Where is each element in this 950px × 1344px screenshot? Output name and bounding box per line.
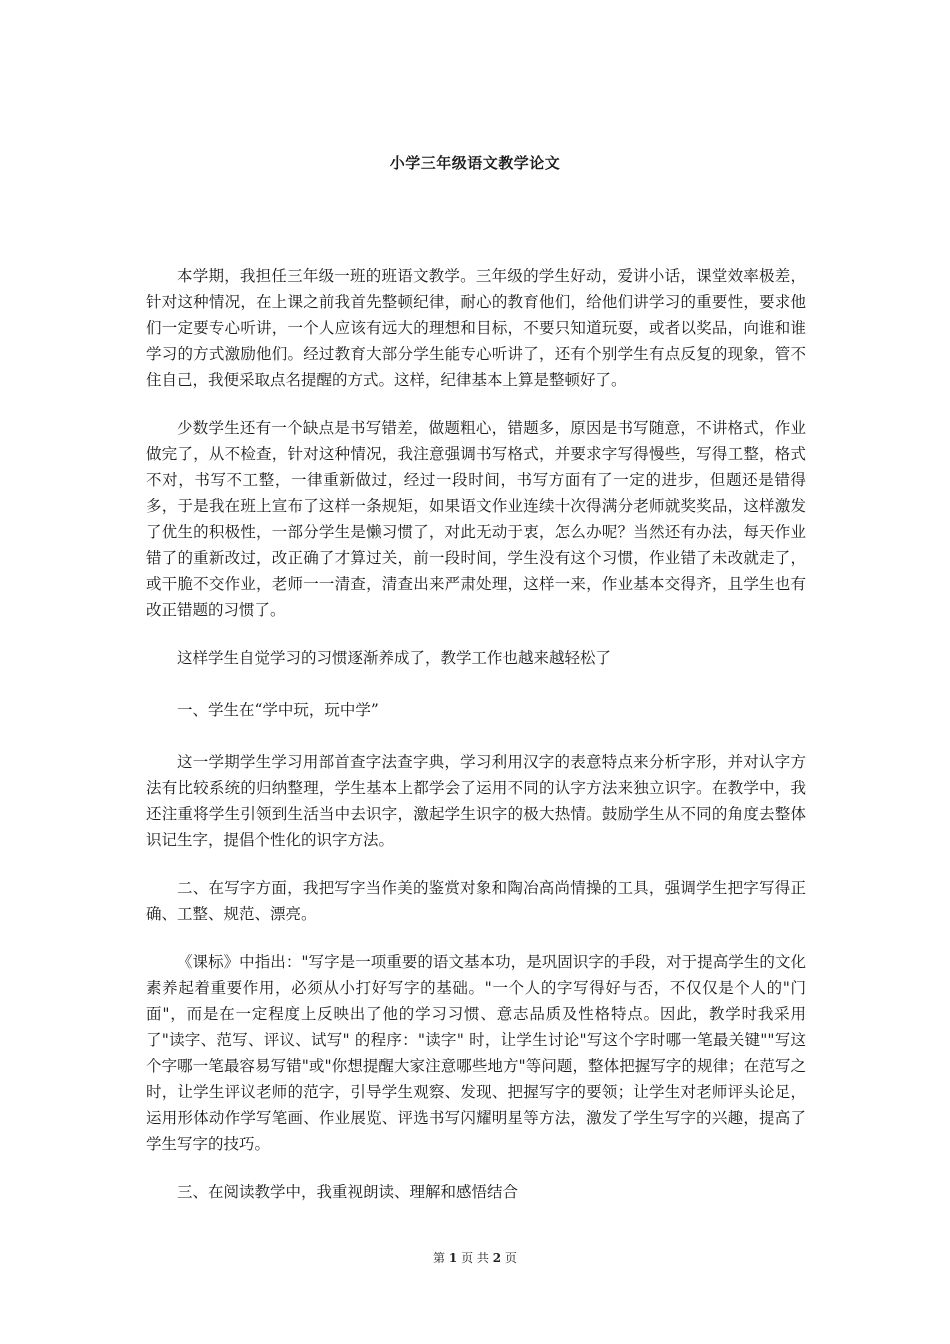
footer-suffix: 页 [504, 1251, 517, 1265]
paragraph-habits: 这样学生自觉学习的习惯逐渐养成了，教学工作也越来越轻松了 [177, 649, 612, 667]
paragraph-homework: 少数学生还有一个缺点是书写错差，做题粗心，错题多，原因是书写随意，不讲格式，作业做完了，从不检查，针对这种情况，我注意强调书写格式，并要求字写得慢些，写得工整，格式不对，书写不工整，一律重新做过，经过一段时间，书写方面有了一定的进步，但题还是错得多，于是我在班上宣布了这样一条规矩，如果语文作业连续十次得满分老师就奖奖品，这样激发了优生的积极性，一部分学生是懒习惯了，对此无动于衷，怎么办呢？当然还有办法，每天作业错了的重新改过，改正确了才算过关，前一段时间，学生没有这个习惯，作业错了未改就走了，或干脆不交作业，老师一一清查，清查出来严肃处理，这样一来，作业基本交得齐，且学生也有改正错题的习惯了。 [146, 419, 806, 619]
footer-prefix: 第 [433, 1251, 446, 1265]
heading-section-one: 一、学生在“学中玩，玩中学” [177, 701, 379, 719]
footer-total-pages: 2 [492, 1251, 502, 1265]
paragraph-curriculum-standard: 《课标》中指出："写字是一项重要的语文基本功，是巩固识字的手段，对于提高学生的文化素养起着重要作用，必须从小打好写字的基础。"一个人的字写得好与否，不仅仅是个人的"门面"，而是在一定程度上反映出了他的学习习惯、意志品质及性格特点。因此，教学时我采用了"读字、范写、评议、试写" 的程序："读字" 时，让学生讨论"写这个字时哪一笔最关键""写这个字哪一笔最容易写错"或"你想提醒大家注意哪些地方"等问题，整体把握写字的规律；在范写之时，让学生评议老师的范字，引导学生观察、发现、把握写字的要领；让学生对老师评头论足，运用形体动作学写笔画、作业展览、评选书写闪耀明星等方法，激发了学生写字的兴趣，提高了学生写字的技巧。 [146, 953, 806, 1153]
paragraph-discipline: 本学期，我担任三年级一班的班语文教学。三年级的学生好动，爱讲小话，课堂效率极差，针对这种情况，在上课之前我首先整顿纪律，耐心的教育他们，给他们讲学习的重要性，要求他们一定要专心听讲，一个人应该有远大的理想和目标，不要只知道玩耍，或者以奖品，向谁和谁学习的方式激励他们。经过教育大部分学生能专心听讲了，还有个别学生有点反复的现象，管不住自己，我便采取点名提醒的方式。这样，纪律基本上算是整顿好了。 [146, 267, 806, 389]
document-title: 小学三年级语文教学论文 [389, 154, 561, 172]
heading-section-two: 二、在写字方面，我把写字当作美的鉴赏对象和陶冶高尚情操的工具，强调学生把字写得正确、工整、规范、漂亮。 [146, 879, 806, 923]
footer-page-number: 1 [448, 1251, 458, 1265]
page-footer [0, 1249, 950, 1266]
heading-section-three: 三、在阅读教学中，我重视朗读、理解和感悟结合 [177, 1183, 519, 1201]
paragraph-literacy: 这一学期学生学习用部首查字法查字典，学习利用汉字的表意特点来分析字形，并对认字方法有比较系统的归纳整理，学生基本上都学会了运用不同的认字方法来独立识字。在教学中，我还注重将学生引领到生活当中去识字，激起学生识字的极大热情。鼓励学生从不同的角度去整体识记生字，提倡个性化的识字方法。 [146, 753, 806, 849]
document-body [146, 263, 806, 1227]
footer-middle: 页 共 [461, 1251, 489, 1265]
